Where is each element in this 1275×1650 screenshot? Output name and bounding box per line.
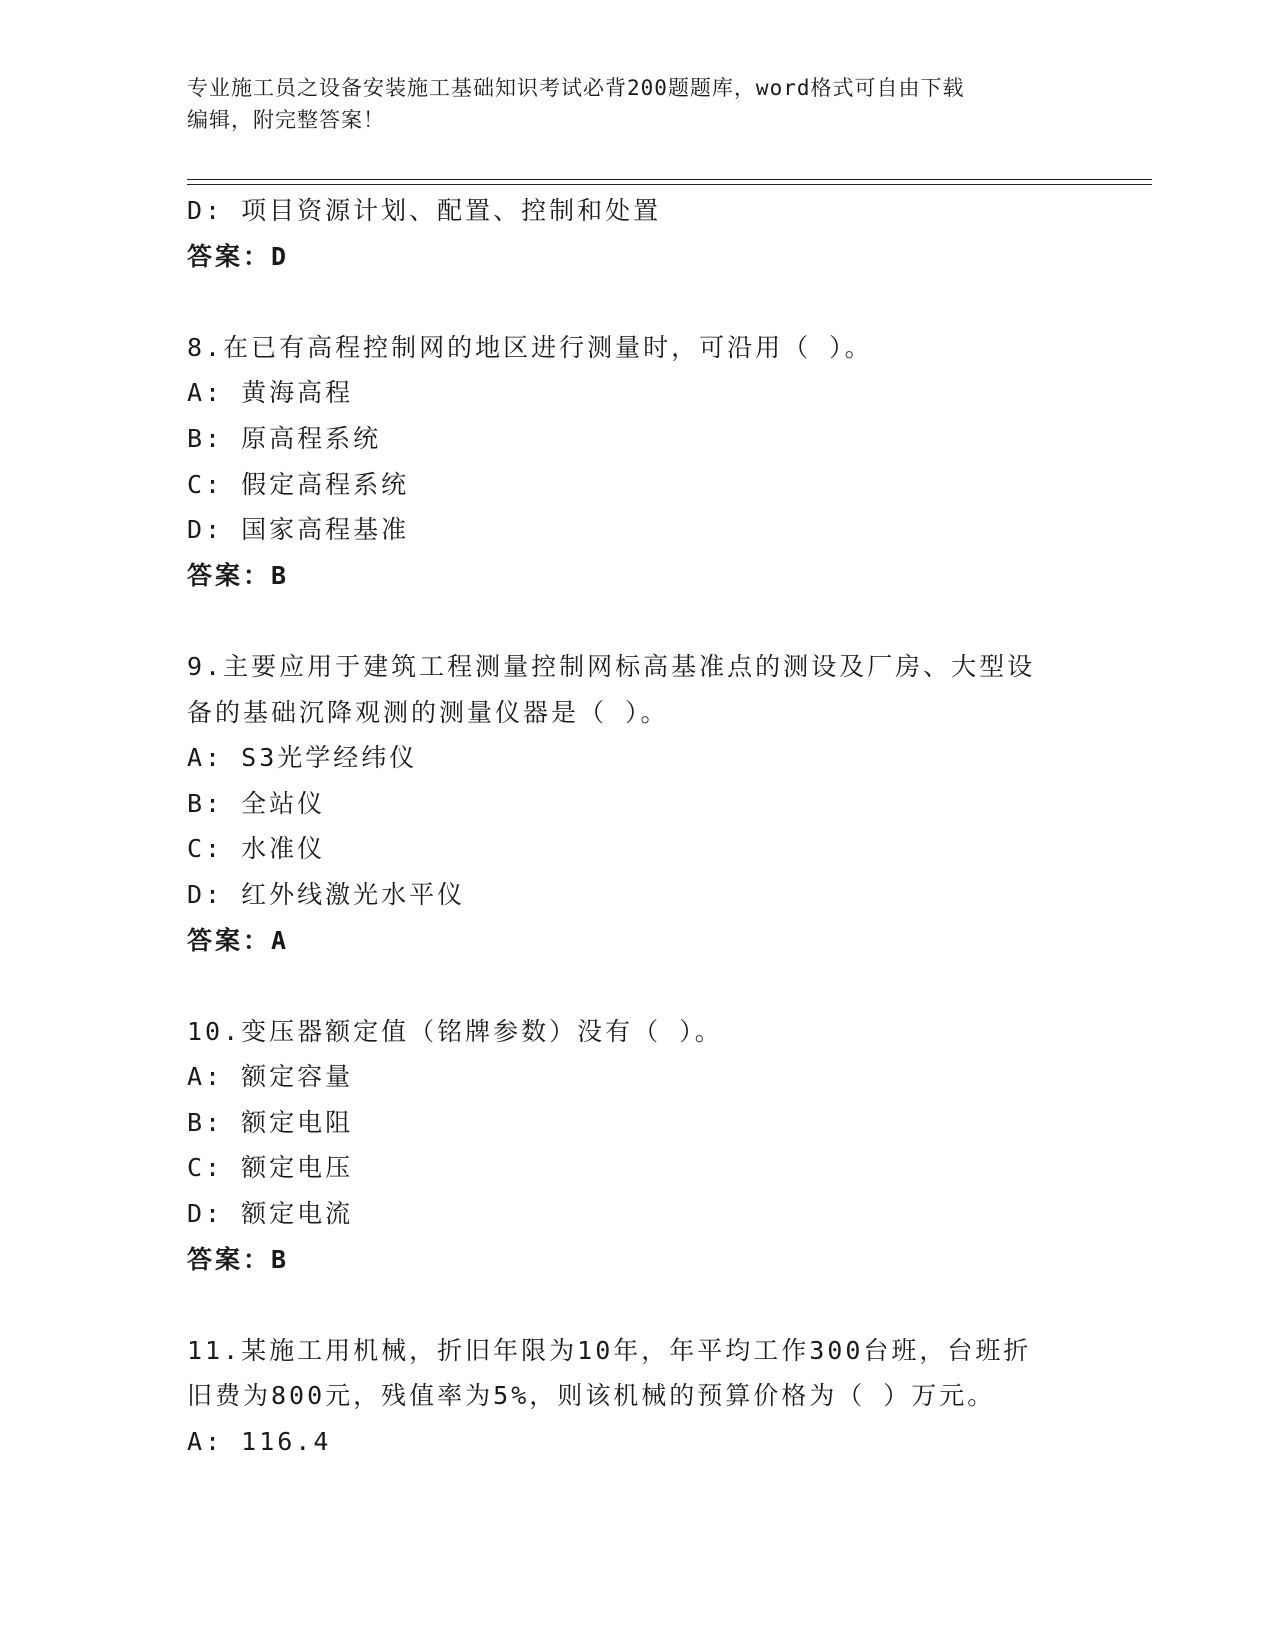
question-10 [187,1009,1087,1283]
question-11 [187,1328,1087,1465]
question-text: 10.变压器额定值（铭牌参数）没有（ ）。 [187,1016,723,1046]
option-b: B: 额定电阻 [187,1107,354,1137]
answer-line: 答案：B [187,560,290,590]
option-c: C: 水准仪 [187,834,326,864]
spacer [187,279,1087,325]
header-line-1: 专业施工员之设备安装施工基础知识考试必背200题题库，word格式可自由下载 [187,76,965,100]
question-text-line-2: 旧费为800元，残值率为5%，则该机械的预算价格为（ ）万元。 [187,1381,996,1411]
option-a: A: 116.4 [187,1427,332,1457]
header-rule-bottom [187,184,1152,185]
option-d: D: 额定电流 [187,1199,354,1229]
option-d: D: 项目资源计划、配置、控制和处置 [187,196,662,225]
answer-line: 答案：D [187,241,290,271]
question-8 [187,325,1087,599]
option-c: C: 假定高程系统 [187,469,410,499]
option-a: A: S3光学经纬仪 [187,743,418,773]
question-text: 8.在已有高程控制网的地区进行测量时，可沿用（ ）。 [187,332,873,362]
document-header [187,72,1087,136]
spacer [187,1282,1087,1328]
header-rule-top [187,179,1152,180]
option-c: C: 额定电压 [187,1153,354,1183]
option-d: D: 国家高程基准 [187,515,410,545]
option-a: A: 黄海高程 [187,378,354,408]
question-text-line-1: 11.某施工用机械，折旧年限为10年，年平均工作300台班，台班折 [187,1335,1032,1365]
question-7-tail [187,188,1087,279]
option-b: B: 原高程系统 [187,423,382,453]
answer-line: 答案：A [187,925,290,955]
option-b: B: 全站仪 [187,788,326,818]
option-d: D: 红外线激光水平仪 [187,879,466,909]
question-text-line-1: 9.主要应用于建筑工程测量控制网标高基准点的测设及厂房、大型设 [187,651,1036,681]
header-line-2: 编辑，附完整答案！ [187,108,385,132]
answer-line: 答案：B [187,1244,290,1274]
question-9 [187,644,1087,963]
question-text-line-2: 备的基础沉降观测的测量仪器是（ ）。 [187,697,669,727]
spacer [187,963,1087,1009]
question-list [187,188,1087,1465]
option-a: A: 额定容量 [187,1062,354,1092]
spacer [187,598,1087,644]
